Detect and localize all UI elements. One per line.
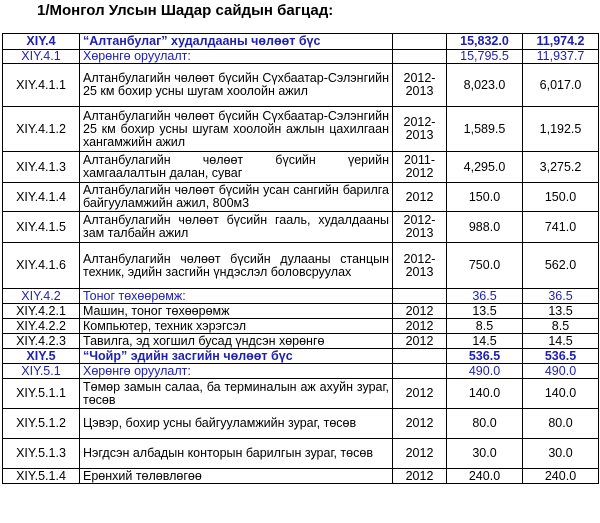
row-code: XIY.4 <box>3 34 80 50</box>
row-year: 2012- 2013 <box>393 107 447 152</box>
row-code: XIY.4.2.1 <box>3 304 80 319</box>
row-name: Алтанбулагийн чөлөөт бүсийн дулааны станцын техник, эдийн засгийн үндэслэл боловсруулах <box>80 243 393 289</box>
row-value-1: 140.0 <box>447 379 523 409</box>
row-value-1: 1,589.5 <box>447 107 523 152</box>
row-value-1: 13.5 <box>447 304 523 319</box>
row-name: Төмөр замын салаа, ба терминалын аж ахуйн зураг, төсөв <box>80 379 393 409</box>
row-year: 2012 <box>393 334 447 349</box>
row-code: XIY.5 <box>3 349 80 364</box>
row-name: Алтанбулагийн чөлөөт бүсийн Сүхбаатар-Сэлэнгийн 25 км бохир усны шугам хоолойн ажил <box>80 64 393 107</box>
table-row <box>3 243 599 289</box>
row-code: XIY.5.1 <box>3 364 80 379</box>
row-name: Цэвэр, бохир усны байгууламжийн зураг, төсөв <box>80 409 393 439</box>
row-value-1: 15,795.5 <box>447 50 523 64</box>
row-value-1: 750.0 <box>447 243 523 289</box>
row-value-2: 150.0 <box>523 183 599 212</box>
row-code: XIY.5.1.1 <box>3 379 80 409</box>
table-row <box>3 334 599 349</box>
row-year: 2012- 2013 <box>393 243 447 289</box>
page-title: 1/Монгол Улсын Шадар сайдын багцад: <box>37 2 334 19</box>
row-value-2: 1,192.5 <box>523 107 599 152</box>
row-year <box>393 349 447 364</box>
row-name: Ерөнхий төлөвлөгөө <box>80 469 393 484</box>
row-name: Хөрөнгө оруулалт: <box>80 364 393 379</box>
row-value-2: 8.5 <box>523 319 599 334</box>
budget-table-body <box>3 34 599 484</box>
budget-table <box>2 33 599 484</box>
row-year <box>393 50 447 64</box>
table-row <box>3 152 599 183</box>
row-value-1: 150.0 <box>447 183 523 212</box>
table-row <box>3 409 599 439</box>
row-code: XIY.4.1 <box>3 50 80 64</box>
row-value-2: 13.5 <box>523 304 599 319</box>
row-value-1: 80.0 <box>447 409 523 439</box>
row-value-2: 6,017.0 <box>523 64 599 107</box>
row-name: Хөрөнгө оруулалт: <box>80 50 393 64</box>
row-value-2: 11,974.2 <box>523 34 599 50</box>
row-value-1: 4,295.0 <box>447 152 523 183</box>
table-row <box>3 469 599 484</box>
row-code: XIY.4.1.6 <box>3 243 80 289</box>
row-value-2: 80.0 <box>523 409 599 439</box>
row-value-2: 536.5 <box>523 349 599 364</box>
row-year: 2012 <box>393 304 447 319</box>
row-code: XIY.4.2.3 <box>3 334 80 349</box>
group-row <box>3 50 599 64</box>
row-year <box>393 34 447 50</box>
row-name: Компьютер, техник хэрэгсэл <box>80 319 393 334</box>
row-code: XIY.4.1.3 <box>3 152 80 183</box>
row-value-1: 8,023.0 <box>447 64 523 107</box>
row-name: Алтанбулагийн чөлөөт бүсийн гааль, худалдааны зам талбайн ажил <box>80 212 393 243</box>
row-name: Машин, тоног төхөөрөмж <box>80 304 393 319</box>
row-year: 2012 <box>393 319 447 334</box>
row-value-2: 11,937.7 <box>523 50 599 64</box>
table-row <box>3 304 599 319</box>
row-code: XIY.5.1.2 <box>3 409 80 439</box>
row-value-1: 30.0 <box>447 439 523 469</box>
row-value-2: 490.0 <box>523 364 599 379</box>
row-name: Нэгдсэн албадын конторын барилгын зураг, төсөв <box>80 439 393 469</box>
row-year <box>393 364 447 379</box>
row-name: Алтанбулагийн чөлөөт бүсийн үерийн хамгаалалтын далан, суваг <box>80 152 393 183</box>
table-row <box>3 379 599 409</box>
row-value-2: 14.5 <box>523 334 599 349</box>
group-row <box>3 289 599 304</box>
row-code: XIY.5.1.3 <box>3 439 80 469</box>
row-year: 2011- 2012 <box>393 152 447 183</box>
row-year: 2012- 2013 <box>393 212 447 243</box>
row-value-1: 536.5 <box>447 349 523 364</box>
table-row <box>3 107 599 152</box>
table-row <box>3 319 599 334</box>
row-name: “Алтанбулаг” худалдааны чөлөөт бүс <box>80 34 393 50</box>
row-code: XIY.4.2.2 <box>3 319 80 334</box>
section-row <box>3 34 599 50</box>
table-row <box>3 183 599 212</box>
row-value-1: 8.5 <box>447 319 523 334</box>
row-value-1: 240.0 <box>447 469 523 484</box>
row-year: 2012- 2013 <box>393 64 447 107</box>
row-year: 2012 <box>393 409 447 439</box>
row-year <box>393 289 447 304</box>
row-value-1: 988.0 <box>447 212 523 243</box>
section-row <box>3 349 599 364</box>
row-name: Тавилга, эд хогшил бусад үндсэн хөрөнгө <box>80 334 393 349</box>
row-code: XIY.5.1.4 <box>3 469 80 484</box>
row-value-2: 741.0 <box>523 212 599 243</box>
row-year: 2012 <box>393 183 447 212</box>
row-value-2: 240.0 <box>523 469 599 484</box>
row-value-1: 490.0 <box>447 364 523 379</box>
row-code: XIY.4.1.4 <box>3 183 80 212</box>
row-year: 2012 <box>393 439 447 469</box>
table-row <box>3 64 599 107</box>
row-value-1: 36.5 <box>447 289 523 304</box>
row-value-1: 15,832.0 <box>447 34 523 50</box>
row-code: XIY.4.1.5 <box>3 212 80 243</box>
row-year: 2012 <box>393 469 447 484</box>
row-value-2: 3,275.2 <box>523 152 599 183</box>
row-value-1: 14.5 <box>447 334 523 349</box>
row-value-2: 562.0 <box>523 243 599 289</box>
row-name: Тоног төхөөрөмж: <box>80 289 393 304</box>
row-value-2: 140.0 <box>523 379 599 409</box>
table-row <box>3 212 599 243</box>
row-code: XIY.4.1.1 <box>3 64 80 107</box>
row-year: 2012 <box>393 379 447 409</box>
row-code: XIY.4.2 <box>3 289 80 304</box>
row-name: “Чойр” эдийн засгийн чөлөөт бүс <box>80 349 393 364</box>
row-name: Алтанбулагийн чөлөөт бүсийн усан сангийн барилга байгууламжийн ажил, 800м3 <box>80 183 393 212</box>
row-value-2: 30.0 <box>523 439 599 469</box>
row-name: Алтанбулагийн чөлөөт бүсийн Сүхбаатар-Сэлэнгийн 25 км бохир усны шугам хоолойн ажлын цахилгаан хангамжийн ажил <box>80 107 393 152</box>
table-row <box>3 439 599 469</box>
group-row <box>3 364 599 379</box>
row-code: XIY.4.1.2 <box>3 107 80 152</box>
row-value-2: 36.5 <box>523 289 599 304</box>
